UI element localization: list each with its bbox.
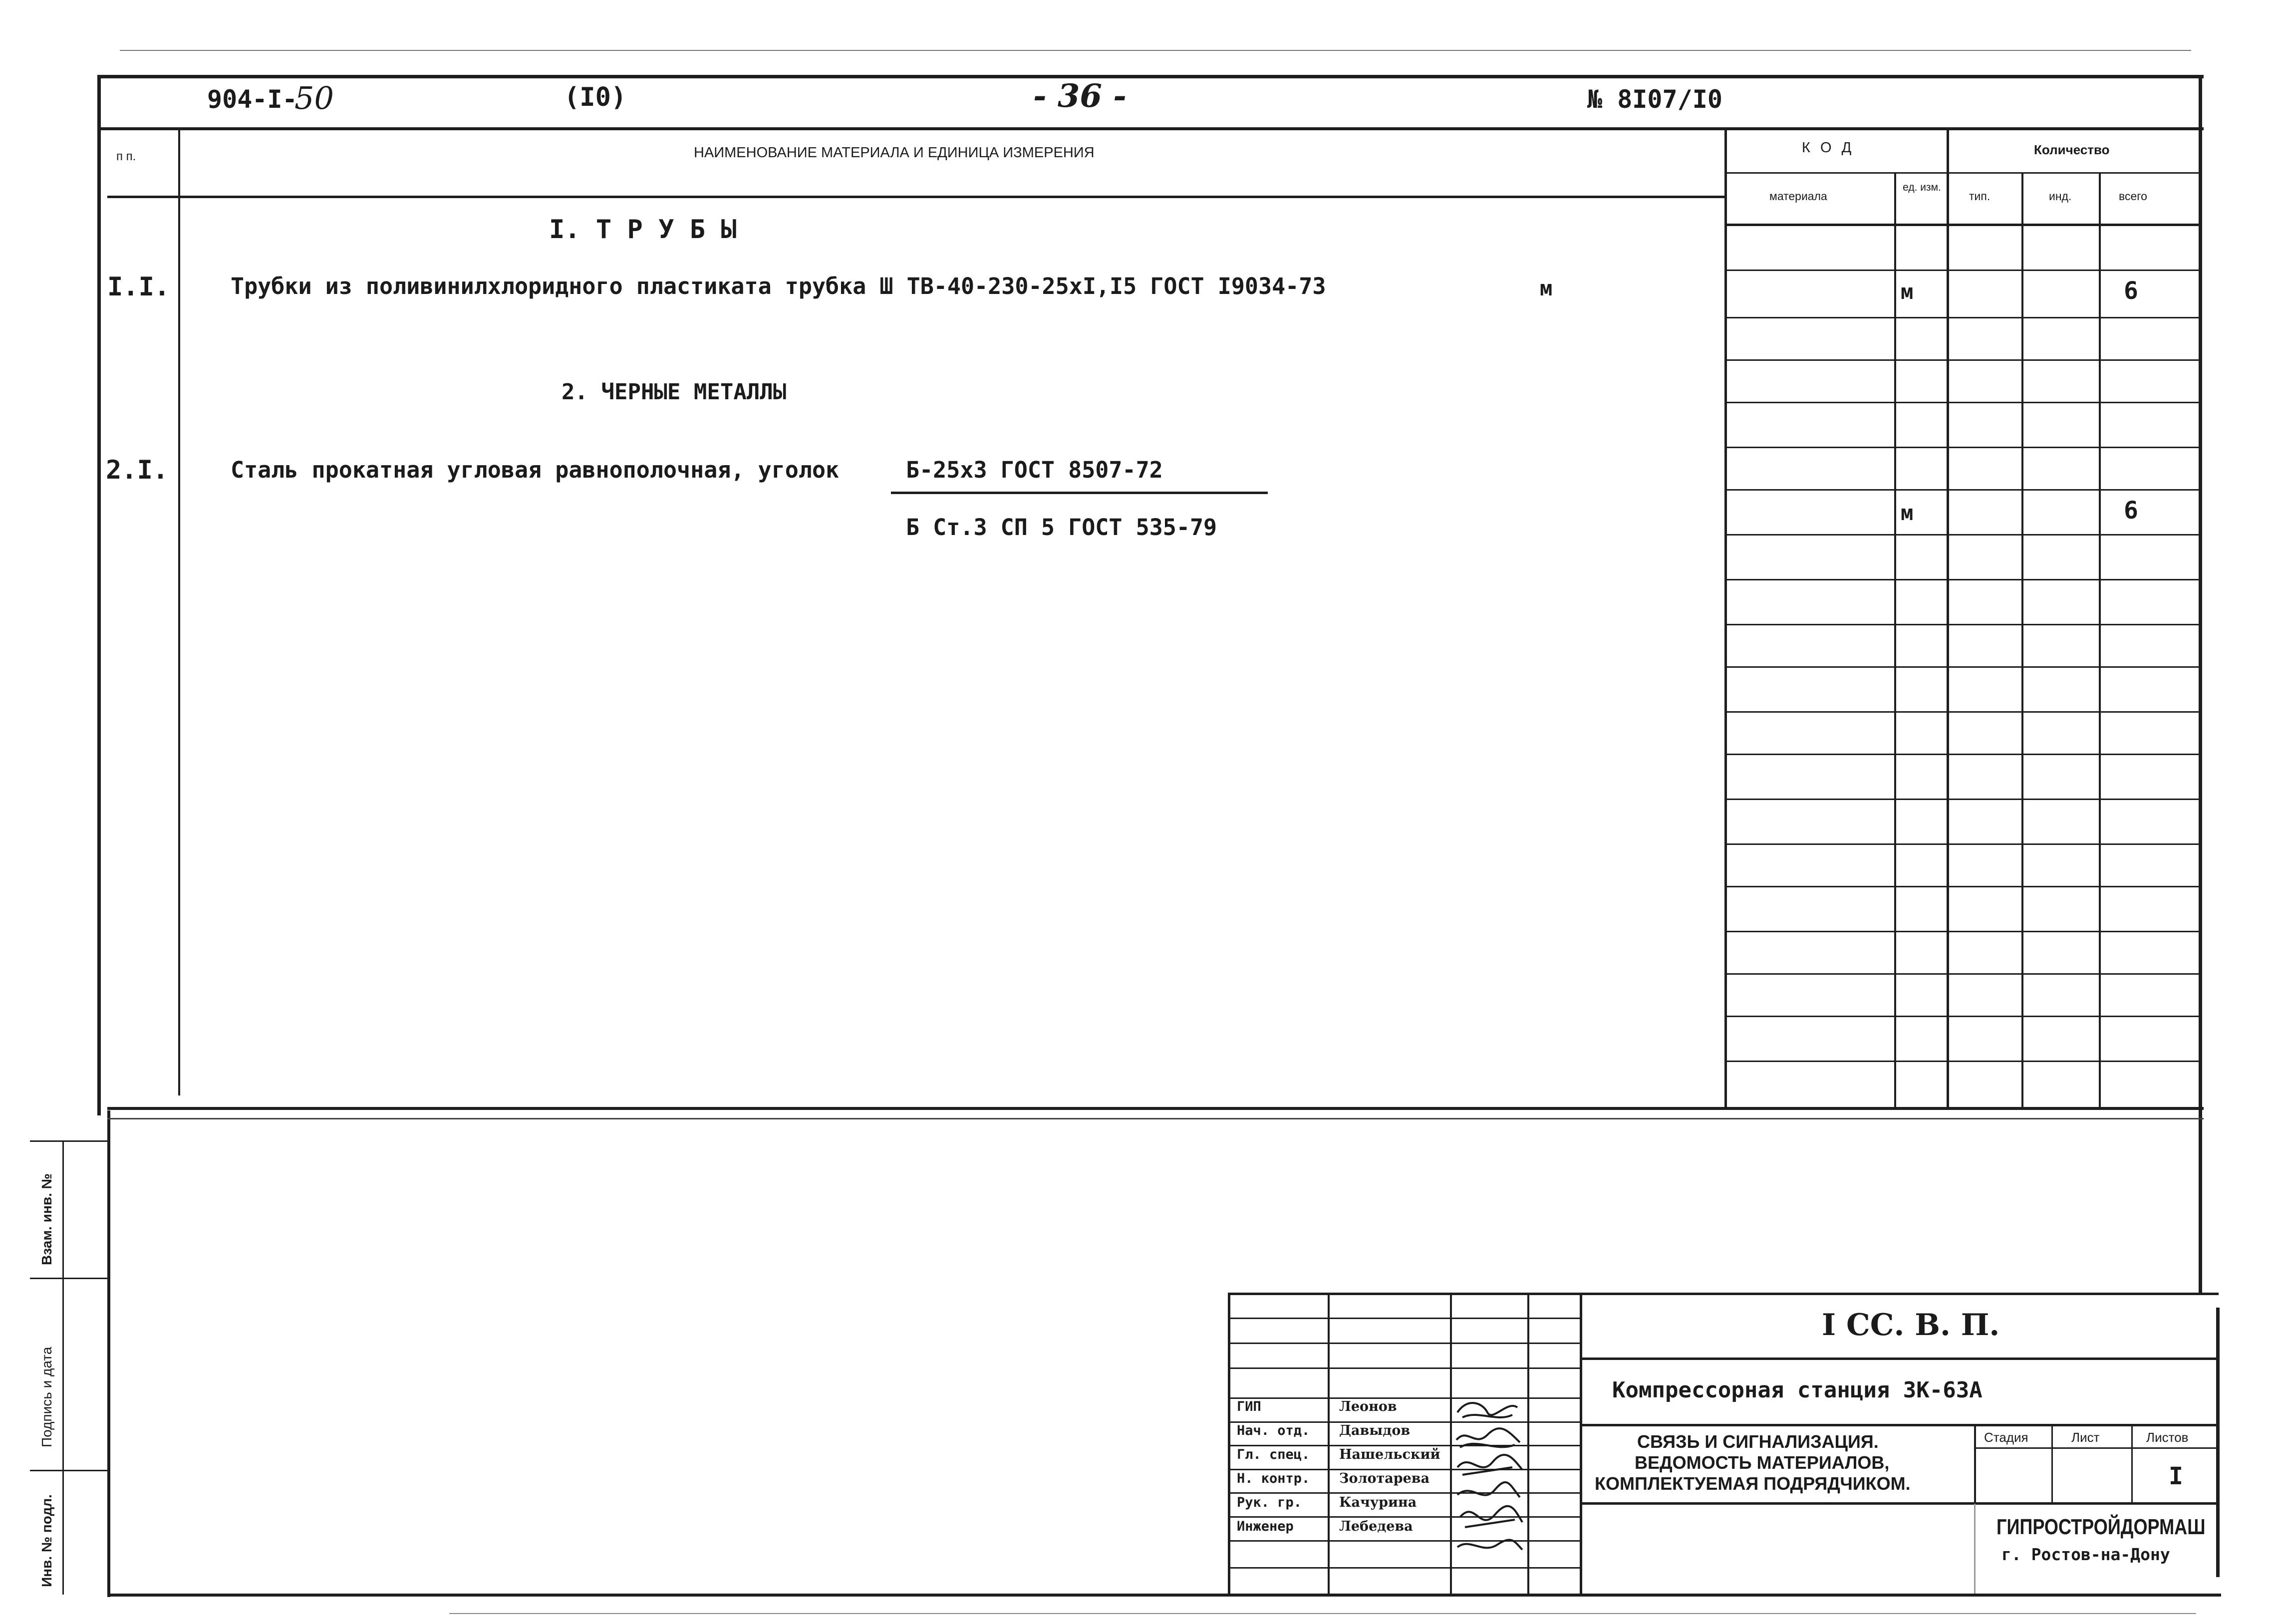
item-1-1-unit: м bbox=[1901, 279, 1914, 304]
grid-row-line bbox=[1724, 886, 2201, 887]
table-bottom-2 bbox=[107, 1118, 2204, 1119]
frame-right-lower bbox=[2216, 1308, 2220, 1577]
frame-bottom bbox=[107, 1594, 2221, 1597]
grid-row-line bbox=[1724, 579, 2201, 580]
tb-row-line bbox=[1228, 1492, 1581, 1494]
tb-v-title-stage bbox=[1974, 1424, 1976, 1504]
doc-number: № 8I07/I0 bbox=[1587, 85, 1722, 114]
grid-row-line bbox=[1724, 1061, 2201, 1062]
tb-sheets-value: I bbox=[2169, 1462, 2183, 1490]
grid-row-line bbox=[1724, 754, 2201, 755]
quantity-label: Количество bbox=[2034, 142, 2110, 157]
tb-sheets-label: Листов bbox=[2146, 1430, 2189, 1445]
item-1-1-total: 6 bbox=[2124, 277, 2138, 305]
grid-h-header-bottom bbox=[1724, 224, 2201, 226]
item-1-1-unit-inline: м bbox=[1540, 276, 1553, 300]
item-2-1-total: 6 bbox=[2124, 497, 2138, 525]
tb-top bbox=[1228, 1293, 2219, 1295]
tb-left bbox=[1228, 1293, 1230, 1595]
tb-h-stage-labels bbox=[1974, 1447, 2219, 1449]
tb-row-line bbox=[1228, 1469, 1581, 1470]
grid-row-line bbox=[1724, 799, 2201, 800]
tb-row-line bbox=[1228, 1367, 1581, 1369]
item-1-1-number: I.I. bbox=[107, 272, 170, 302]
item-1-1-text: Трубки из поливинилхлоридного пластиката трубка Ш ТВ-40-230-25хI,I5 ГОСТ I9034-73 bbox=[231, 273, 1326, 299]
frame-left-lower bbox=[107, 1110, 110, 1597]
tb-staff-role: ГИП bbox=[1237, 1399, 1261, 1414]
tb-v-org bbox=[1974, 1504, 1976, 1594]
grid-row-line bbox=[1724, 843, 2201, 845]
tb-row-line bbox=[1228, 1567, 1581, 1569]
tb-h-project-bottom bbox=[1580, 1424, 2219, 1426]
header-underline bbox=[97, 127, 2204, 130]
section-2-title: 2. ЧЕРНЫЕ МЕТАЛЛЫ bbox=[562, 379, 787, 405]
side-sign-date: Подпись и дата bbox=[39, 1347, 54, 1447]
pp-divider bbox=[178, 130, 180, 1095]
frame-bottom-faint bbox=[449, 1613, 2196, 1614]
grid-v-material-unit bbox=[1894, 172, 1896, 1108]
series-handwritten: 50 bbox=[294, 80, 334, 116]
tb-title-1: СВЯЗЬ И СИГНАЛИЗАЦИЯ. bbox=[1637, 1431, 1879, 1452]
tb-row-line bbox=[1228, 1445, 1581, 1446]
tb-v-date-main bbox=[1580, 1293, 1582, 1595]
tb-project: Компрессорная станция ЗК-63А bbox=[1612, 1377, 1983, 1403]
grid-v-code-qty bbox=[1947, 130, 1949, 1108]
tb-title-2: ВЕДОМОСТЬ МАТЕРИАЛОВ, bbox=[1635, 1452, 1890, 1473]
series-prefix: 904-I- bbox=[207, 85, 297, 114]
page-number: - 36 - bbox=[1033, 77, 1127, 115]
tb-v-sheet-sheets bbox=[2131, 1424, 2133, 1504]
item-2-1-fraction-bottom: Б Ст.3 СП 5 ГОСТ 535-79 bbox=[906, 514, 1217, 541]
tb-row-line bbox=[1228, 1516, 1581, 1518]
tb-staff-name: Леонов bbox=[1339, 1399, 1397, 1414]
grid-row-line bbox=[1724, 534, 2201, 536]
tb-sheet-label: Лист bbox=[2071, 1430, 2100, 1445]
code-label: К О Д bbox=[1802, 140, 1855, 156]
tb-staff-role: Инженер bbox=[1237, 1519, 1294, 1534]
tb-row-line bbox=[1228, 1397, 1581, 1399]
tb-staff-name: Качурина bbox=[1339, 1495, 1417, 1510]
tb-row-line bbox=[1228, 1343, 1581, 1344]
tb-v-name-sig bbox=[1450, 1293, 1452, 1595]
tb-staff-role: Гл. спец. bbox=[1237, 1447, 1310, 1462]
tb-v-stage-sheet bbox=[2051, 1424, 2053, 1504]
grid-row-line bbox=[1724, 973, 2201, 975]
tb-staff-name: Нашельский bbox=[1339, 1447, 1440, 1462]
tb-org: ГИПРОСТРОЙДОРМАШ bbox=[1996, 1515, 2206, 1539]
tb-v-sig-date bbox=[1527, 1293, 1529, 1595]
tb-h-code-bottom bbox=[1580, 1357, 2219, 1360]
fraction-bar bbox=[891, 492, 1268, 494]
q-typ-label: тип. bbox=[1969, 190, 1990, 203]
grid-v-code-left bbox=[1724, 130, 1727, 1108]
grid-row-line bbox=[1724, 359, 2201, 361]
side-stamp-h2 bbox=[30, 1278, 110, 1279]
side-stamp-v bbox=[62, 1140, 64, 1595]
table-bottom bbox=[107, 1107, 2204, 1110]
grid-row-line bbox=[1724, 666, 2201, 668]
item-2-1-fraction-top: Б-25х3 ГОСТ 8507-72 bbox=[906, 457, 1163, 483]
tb-v-role-name bbox=[1328, 1293, 1330, 1595]
q-ind-label: инд. bbox=[2049, 190, 2072, 203]
grid-row-line bbox=[1724, 624, 2201, 625]
frame-top bbox=[97, 75, 2204, 78]
section-1-title: I. Т Р У Б Ы bbox=[549, 215, 737, 245]
grid-v-ind-total bbox=[2099, 172, 2101, 1108]
grid-row-line bbox=[1724, 402, 2201, 403]
col-name-label: НАИМЕНОВАНИЕ МАТЕРИАЛА И ЕДИНИЦА ИЗМЕРЕНИЯ bbox=[694, 145, 1095, 161]
tb-row-line bbox=[1228, 1318, 1581, 1319]
tb-title-3: КОМПЛЕКТУЕМАЯ ПОДРЯДЧИКОМ. bbox=[1595, 1473, 1911, 1494]
tb-staff-role: Н. контр. bbox=[1237, 1471, 1310, 1486]
tb-staff-role: Нач. отд. bbox=[1237, 1423, 1310, 1438]
q-total-label: всего bbox=[2119, 190, 2147, 203]
side-inv-orig: Инв. № подл. bbox=[39, 1494, 54, 1587]
grid-row-line bbox=[1724, 1016, 2201, 1017]
grid-row-line bbox=[1724, 447, 2201, 448]
tb-staff-role: Рук. гр. bbox=[1237, 1495, 1302, 1510]
colheader-underline bbox=[107, 196, 1727, 198]
signatures bbox=[1452, 1392, 1527, 1592]
item-2-1-text: Сталь прокатная угловая равнополочная, уголок bbox=[231, 457, 840, 483]
grid-row-line bbox=[1724, 489, 2201, 491]
grid-h-subheader bbox=[1724, 172, 2201, 174]
tb-h-title-bottom bbox=[1580, 1502, 2219, 1505]
code-unit-label bbox=[1901, 182, 1943, 193]
frame-right bbox=[2199, 75, 2202, 1293]
grid-v-typ-ind bbox=[2021, 172, 2023, 1108]
code-material-label: материала bbox=[1769, 190, 1827, 203]
side-stamp-h3 bbox=[30, 1470, 110, 1471]
grid-row-line bbox=[1724, 270, 2201, 271]
tb-staff-name: Золотарева bbox=[1339, 1471, 1430, 1486]
item-2-1-number: 2.I. bbox=[106, 455, 169, 485]
tb-code: I СС. В. П. bbox=[1822, 1308, 2000, 1343]
side-inv-repl: Взам. инв. № bbox=[39, 1173, 54, 1265]
tb-staff-name: Давыдов bbox=[1339, 1423, 1411, 1438]
col-pp-label: п п. bbox=[116, 150, 136, 163]
grid-row-line bbox=[1724, 711, 2201, 713]
tb-staff-name: Лебедева bbox=[1339, 1519, 1413, 1534]
grid-row-line bbox=[1724, 931, 2201, 932]
tb-city: г. Ростов-на-Дону bbox=[2001, 1545, 2170, 1564]
side-stamp-h1 bbox=[30, 1140, 110, 1142]
frame-top-faint bbox=[120, 50, 2191, 51]
grid-row-line bbox=[1724, 317, 2201, 318]
frame-left bbox=[97, 75, 101, 1115]
tb-row-line bbox=[1228, 1540, 1581, 1542]
item-2-1-unit: м bbox=[1901, 501, 1914, 525]
code-unit-text: ед. изм. bbox=[1903, 182, 1941, 193]
part-number: (I0) bbox=[564, 82, 627, 112]
tb-stage-label: Стадия bbox=[1984, 1430, 2028, 1445]
